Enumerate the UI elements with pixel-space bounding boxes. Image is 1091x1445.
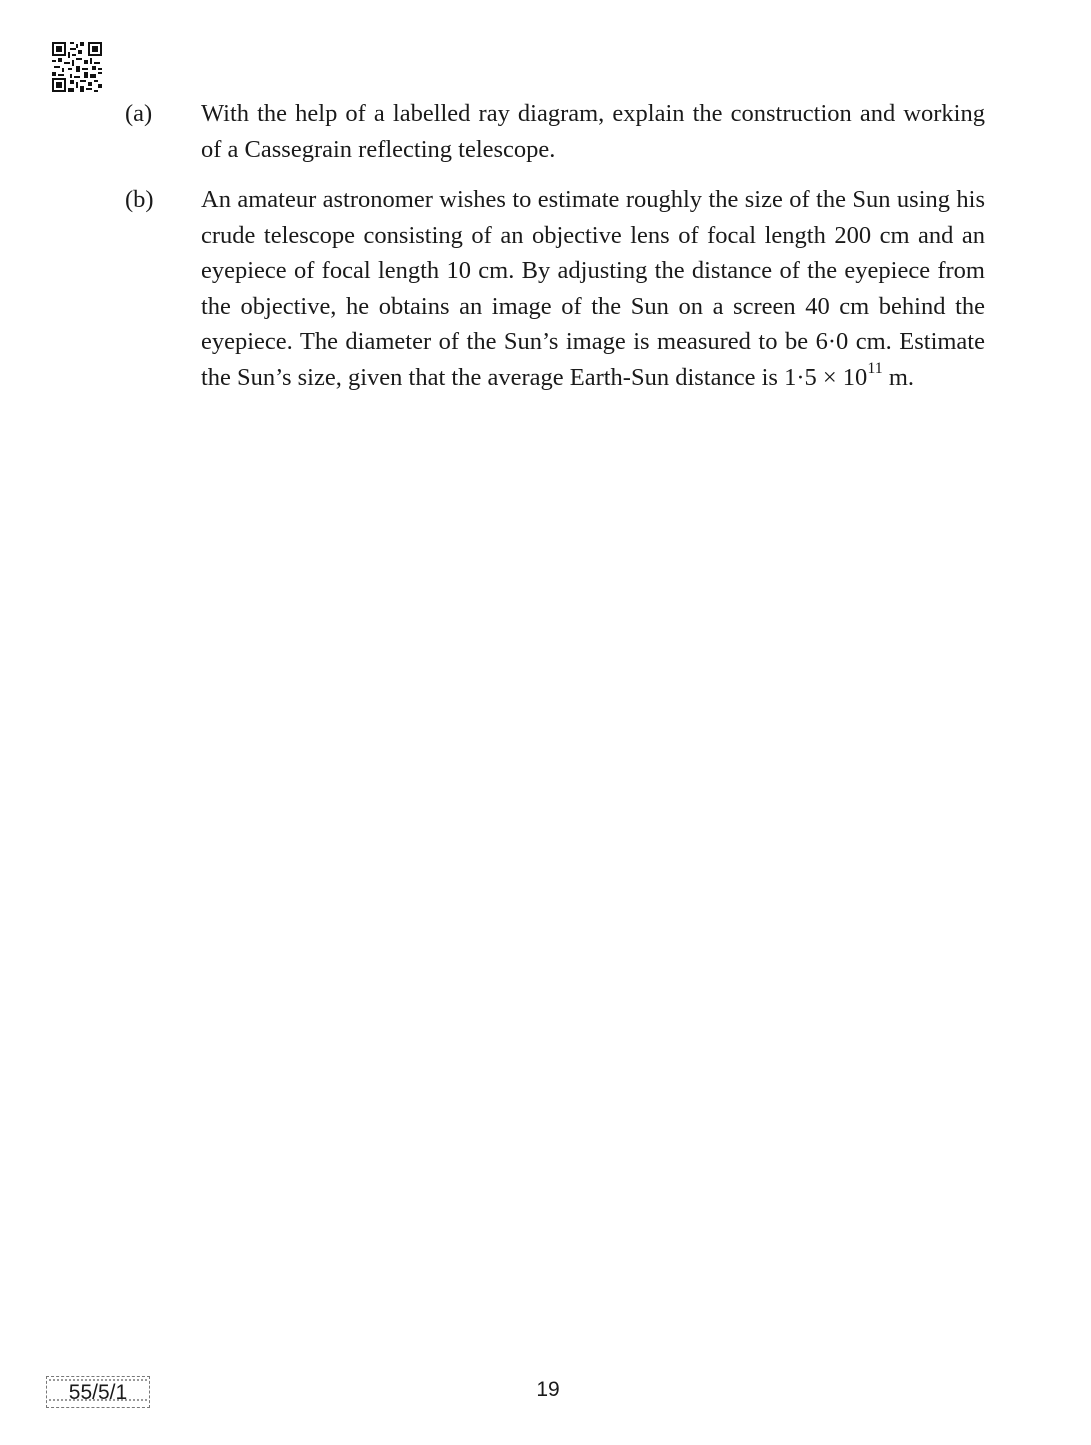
page-number: 19: [536, 1378, 560, 1401]
part-b-text-end: m.: [882, 363, 915, 391]
security-microtext-bottom: [49, 1399, 147, 1405]
part-a-label: (a): [125, 100, 153, 127]
part-b-text: [201, 182, 985, 395]
part-b-text-main: An amateur astronomer wishes to estimate roughly the size of the Sun using his crude telescope consisting of an objective lens of focal length 200 cm and an eyepiece of focal length 10 cm. By adjusting the distance of the eyepiece from the objective, he obtains an image of the Sun on a screen 40 cm behind the eyepiece. The diameter of the Sun’s image is measured to be 6·0 cm. Estimate the Sun’s size, given that the average Earth-Sun distance is 1·5 × 10: [201, 186, 985, 391]
part-a-text: With the help of a labelled ray diagram, explain the construction and working of a Cassegrain reflecting telescope.: [201, 100, 985, 163]
part-b-exponent: 11: [867, 360, 883, 378]
question-part-b: [125, 182, 985, 395]
question-part-a: [125, 96, 985, 167]
part-b-label: (b): [125, 186, 154, 213]
paper-code: 55/5/1: [68, 1381, 128, 1404]
qr-code: [52, 42, 102, 92]
paper-code-box: [46, 1376, 150, 1408]
